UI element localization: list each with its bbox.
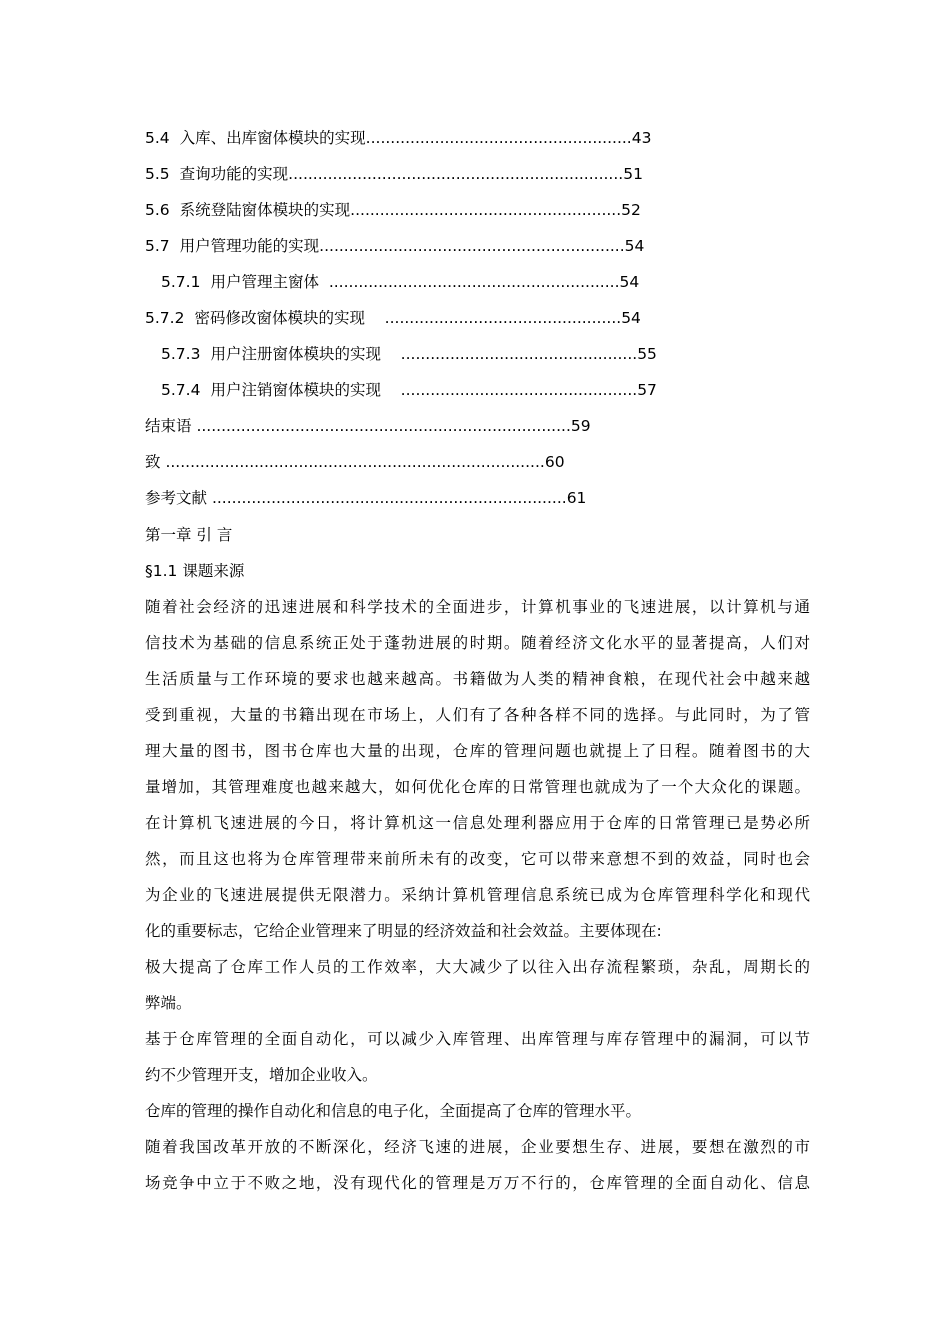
toc-title: 用户注册窗体模块的实现 — [210, 345, 381, 363]
toc-title: 入库、出库窗体模块的实现 — [179, 129, 366, 147]
toc-entry — [145, 377, 825, 413]
toc-title: 用户管理主窗体 — [210, 273, 319, 291]
toc-leader: .............................................................. — [319, 237, 625, 255]
paragraph-line: 化的重要标志，它给企业管理来了明显的经济效益和社会效益。主要体现在: — [145, 922, 662, 940]
paragraphs — [145, 592, 810, 1204]
toc-title: 致 — [145, 453, 161, 471]
paragraph-line: 理大量的图书，图书仓库也大量的出现，仓库的管理问题也就提上了日程。随着图书的大 — [145, 742, 810, 760]
toc-entry — [145, 197, 825, 233]
toc-page: 43 — [631, 129, 652, 147]
paragraph-line: 生活质量与工作环境的要求也越来越高。书籍做为人类的精神食粮，在现代社会中越来越 — [145, 670, 810, 688]
toc-number: 5.7.2 — [145, 309, 185, 327]
toc-leader: ........................................................... — [318, 273, 620, 291]
toc-leader: ...................................................... — [365, 129, 632, 147]
toc-entry — [145, 305, 825, 341]
toc-entry — [145, 341, 825, 377]
paragraph-line: 基于仓库管理的全面自动化，可以减少入库管理、出库管理与库存管理中的漏洞，可以节 — [145, 1030, 810, 1048]
paragraph-line: 随着我国改革开放的不断深化，经济飞速的进展，企业要想生存、进展，要想在激烈的市 — [145, 1138, 810, 1156]
toc-entry — [145, 269, 825, 305]
toc-entry — [145, 161, 825, 197]
toc-leader: ............................................................................. — [160, 453, 545, 471]
paragraph-line: 在计算机飞速进展的今日，将计算机这一信息处理利器应用于仓库的日常管理已是势必所 — [145, 814, 810, 832]
toc-number: 5.4 — [145, 129, 170, 147]
paragraph-line: 为企业的飞速进展提供无限潜力。采纳计算机管理信息系统已成为仓库管理科学化和现代 — [145, 886, 810, 904]
toc-title: 系统登陆窗体模块的实现 — [179, 201, 351, 219]
paragraph-line: 然，而且这也将为仓库管理带来前所未有的改变，它可以带来意想不到的效益，同时也会 — [145, 850, 810, 868]
toc-title: 结束语 — [145, 417, 192, 435]
paragraph-line: 信技术为基础的信息系统正处于蓬勃进展的时期。随着经济文化水平的显著提高，人们对 — [145, 634, 810, 652]
toc-leader: ................................................ — [380, 381, 638, 399]
toc-leader: ................................................ — [380, 345, 638, 363]
toc-leader: ................................................ — [364, 309, 622, 327]
paragraph-line: 受到重视，大量的书籍出现在市场上，人们有了各种各样不同的选择。与此同时，为了管 — [145, 706, 810, 724]
toc-entry — [145, 485, 825, 521]
toc-page: 52 — [621, 201, 641, 219]
toc-leader: .................................................................... — [288, 165, 624, 183]
toc-page: 54 — [619, 273, 640, 291]
paragraph-line: 约不少管理开支，增加企业收入。 — [145, 1066, 378, 1084]
toc-number: 5.6 — [145, 201, 170, 219]
toc-entry — [145, 449, 825, 485]
toc-entry — [145, 413, 825, 449]
toc-number: 5.7.3 — [161, 345, 201, 363]
toc-title: 用户管理功能的实现 — [179, 237, 320, 255]
paragraph-line: 随着社会经济的迅速进展和科学技术的全面进步，计算机事业的飞速进展，以计算机与通 — [145, 598, 810, 616]
toc-title: 参考文献 — [145, 489, 208, 507]
section-heading: §1.1 课题来源 — [145, 562, 245, 580]
toc-page: 54 — [621, 309, 641, 327]
toc-leader: ........................................................................ — [207, 489, 567, 507]
toc-page: 54 — [624, 237, 645, 255]
toc-number: 5.7 — [145, 237, 170, 255]
toc-page: 55 — [637, 345, 657, 363]
chapter-heading: 第一章 引 言 — [145, 526, 233, 544]
toc-leader: ....................................................... — [350, 201, 622, 219]
toc-title: 密码修改窗体模块的实现 — [194, 309, 365, 327]
toc-title: 查询功能的实现 — [179, 165, 289, 183]
toc-number: 5.7.1 — [161, 273, 201, 291]
toc-leader: ............................................................................ — [191, 417, 571, 435]
table-of-contents — [145, 125, 825, 521]
paragraph-line: 仓库的管理的操作自动化和信息的电子化，全面提高了仓库的管理水平。 — [145, 1102, 642, 1120]
toc-page: 51 — [623, 165, 643, 183]
toc-number: 5.7.4 — [161, 381, 201, 399]
toc-page: 61 — [566, 489, 587, 507]
paragraph-line: 弊端。 — [145, 994, 192, 1012]
toc-entry — [145, 233, 825, 269]
toc-page: 57 — [637, 381, 657, 399]
toc-page: 60 — [544, 453, 565, 471]
paragraph-line: 量增加，其管理难度也越来越大，如何优化仓库的日常管理也就成为了一个大众化的课题。 — [145, 778, 810, 796]
toc-entry — [145, 125, 825, 161]
toc-page: 59 — [570, 417, 591, 435]
toc-title: 用户注销窗体模块的实现 — [210, 381, 381, 399]
paragraph-line: 场竞争中立于不败之地，没有现代化的管理是万万不行的，仓库管理的全面自动化、信息 — [145, 1174, 810, 1192]
body-text — [145, 520, 810, 1204]
toc-number: 5.5 — [145, 165, 170, 183]
paragraph-line: 极大提高了仓库工作人员的工作效率，大大减少了以往入出存流程繁琐，杂乱，周期长的 — [145, 958, 810, 976]
